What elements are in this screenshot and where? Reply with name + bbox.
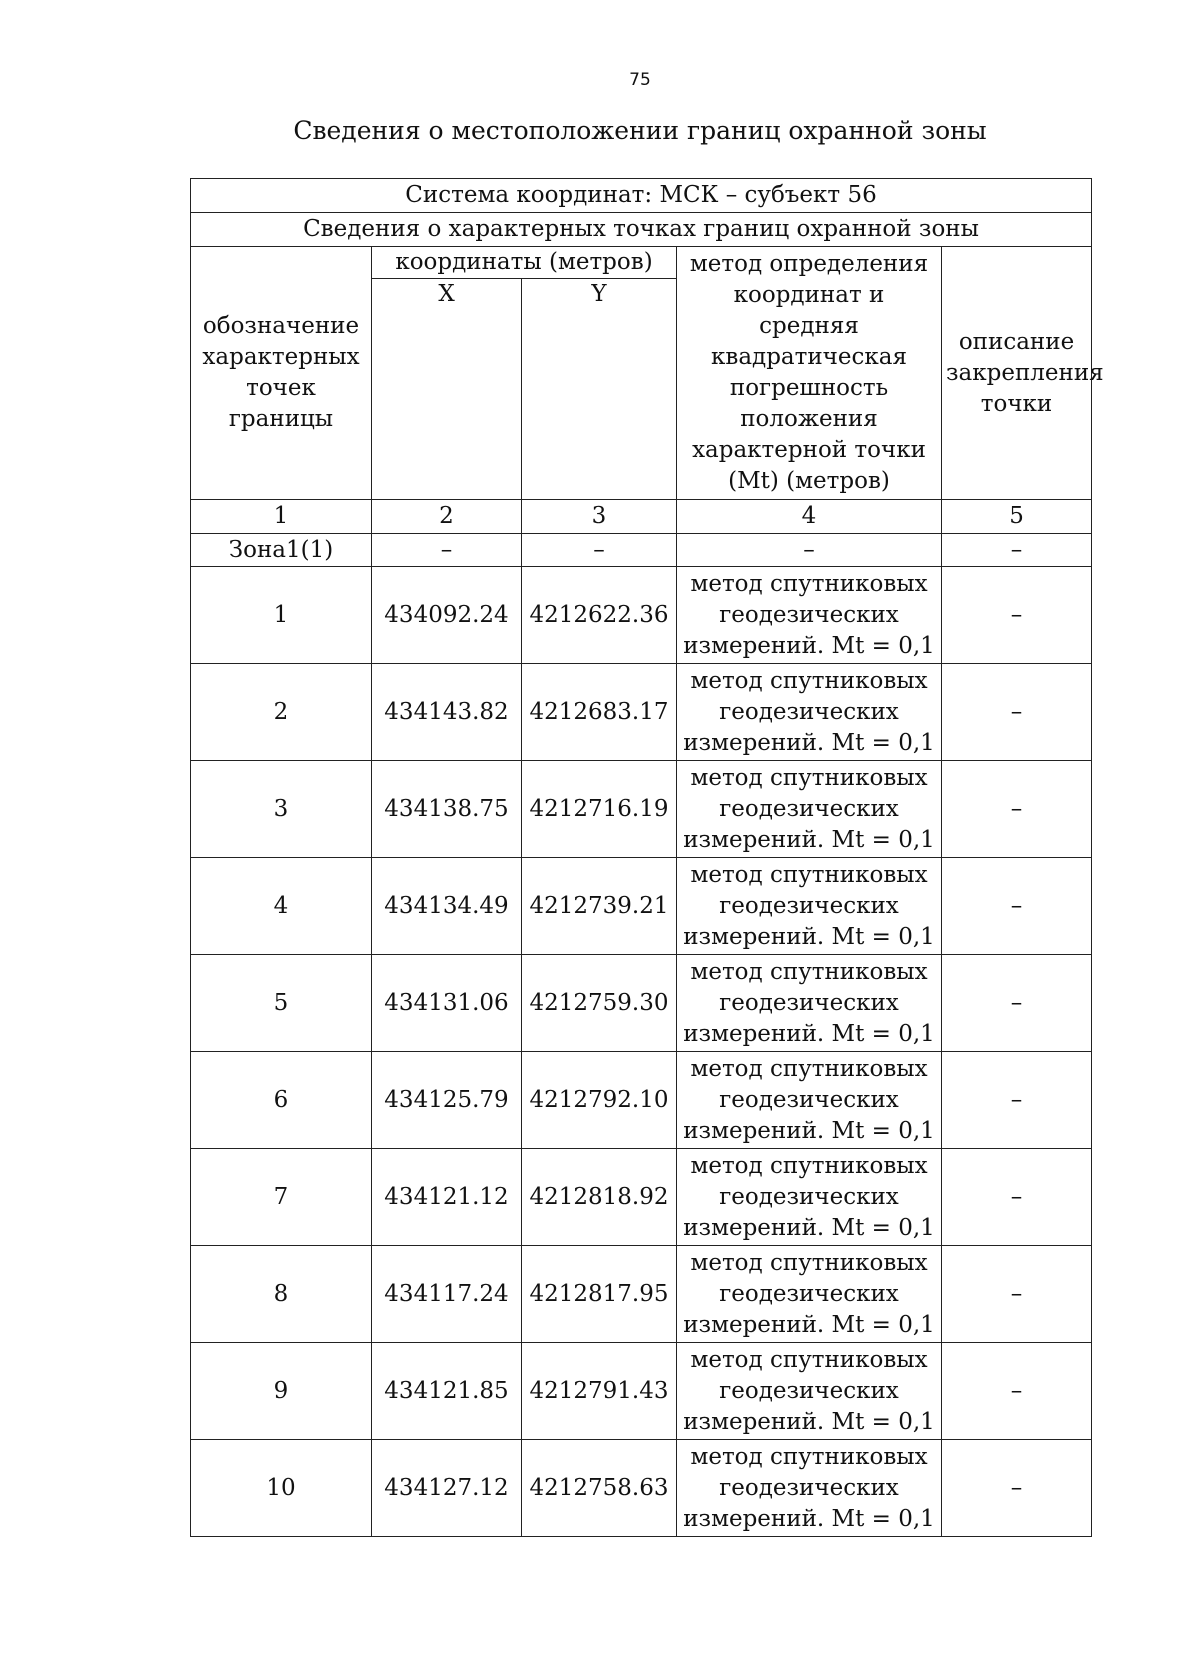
- point-number: 9: [191, 1343, 372, 1440]
- x-coordinate: 434134.49: [372, 858, 522, 955]
- column-number: 2: [372, 500, 522, 534]
- method-text: измерений. Mt = 0,1: [683, 1214, 935, 1241]
- description-cell: –: [942, 1343, 1092, 1440]
- table-row: [191, 1343, 1092, 1440]
- y-header: Y: [522, 279, 677, 500]
- y-coordinate: 4212758.63: [522, 1440, 677, 1537]
- x-coordinate: 434121.12: [372, 1149, 522, 1246]
- table-row: [191, 664, 1092, 761]
- y-coordinate: 4212622.36: [522, 567, 677, 664]
- method-text: геодезических: [719, 1377, 899, 1404]
- zone-label: Зона1(1): [191, 534, 372, 567]
- x-coordinate: 434138.75: [372, 761, 522, 858]
- table-row: [191, 567, 1092, 664]
- method-text: метод спутниковых: [690, 667, 928, 694]
- method-text: геодезических: [719, 795, 899, 822]
- method-text: измерений. Mt = 0,1: [683, 1117, 935, 1144]
- x-coordinate: 434143.82: [372, 664, 522, 761]
- table-row: [191, 761, 1092, 858]
- method-text: геодезических: [719, 1280, 899, 1307]
- x-coordinate: 434117.24: [372, 1246, 522, 1343]
- method-text: метод спутниковых: [690, 1152, 928, 1179]
- description-cell: –: [942, 858, 1092, 955]
- method-text: геодезических: [719, 892, 899, 919]
- zone-cell: –: [942, 534, 1092, 567]
- column-number: 4: [677, 500, 942, 534]
- description-cell: –: [942, 1440, 1092, 1537]
- point-number: 2: [191, 664, 372, 761]
- zone-row: [191, 534, 1092, 567]
- zone-cell: –: [372, 534, 522, 567]
- point-number: 4: [191, 858, 372, 955]
- method-cell: [677, 1440, 942, 1537]
- method-cell: [677, 858, 942, 955]
- page-number: 75: [629, 70, 651, 90]
- coordinates-header: координаты (метров): [372, 247, 677, 279]
- method-text: геодезических: [719, 989, 899, 1016]
- point-number: 3: [191, 761, 372, 858]
- method-text: метод спутниковых: [690, 1249, 928, 1276]
- table-row: [191, 858, 1092, 955]
- method-text: геодезических: [719, 1086, 899, 1113]
- method-header: метод определения координат и средняя квадратическая погрешность положения характерной точки (Mt) (метров): [677, 247, 942, 500]
- zone-cell: –: [677, 534, 942, 567]
- method-text: геодезических: [719, 1183, 899, 1210]
- y-coordinate: 4212792.10: [522, 1052, 677, 1149]
- method-text: измерений. Mt = 0,1: [683, 826, 935, 853]
- method-text: геодезических: [719, 698, 899, 725]
- method-cell: [677, 664, 942, 761]
- table-row: [191, 1246, 1092, 1343]
- page-title: Сведения о местоположении границ охранной зоны: [293, 116, 987, 145]
- method-cell: [677, 1343, 942, 1440]
- method-text: метод спутниковых: [690, 1346, 928, 1373]
- method-text: метод спутниковых: [690, 1443, 928, 1470]
- method-text: метод спутниковых: [690, 764, 928, 791]
- x-coordinate: 434121.85: [372, 1343, 522, 1440]
- table-row: [191, 1440, 1092, 1537]
- method-text: метод спутниковых: [690, 861, 928, 888]
- method-text: геодезических: [719, 1474, 899, 1501]
- description-header: описание закрепления точки: [942, 247, 1092, 500]
- method-cell: [677, 567, 942, 664]
- x-header: X: [372, 279, 522, 500]
- column-number: 5: [942, 500, 1092, 534]
- method-text: измерений. Mt = 0,1: [683, 923, 935, 950]
- designation-header: обозначение характерных точек границы: [191, 247, 372, 500]
- method-text: метод спутниковых: [690, 570, 928, 597]
- method-cell: [677, 1246, 942, 1343]
- table-row: [191, 1052, 1092, 1149]
- method-text: измерений. Mt = 0,1: [683, 1311, 935, 1338]
- y-coordinate: 4212683.17: [522, 664, 677, 761]
- method-text: метод спутниковых: [690, 1055, 928, 1082]
- y-coordinate: 4212817.95: [522, 1246, 677, 1343]
- description-cell: –: [942, 955, 1092, 1052]
- y-coordinate: 4212739.21: [522, 858, 677, 955]
- description-cell: –: [942, 1149, 1092, 1246]
- method-cell: [677, 1149, 942, 1246]
- x-coordinate: 434131.06: [372, 955, 522, 1052]
- method-text: метод спутниковых: [690, 958, 928, 985]
- method-text: измерений. Mt = 0,1: [683, 729, 935, 756]
- point-number: 6: [191, 1052, 372, 1149]
- x-coordinate: 434125.79: [372, 1052, 522, 1149]
- point-number: 1: [191, 567, 372, 664]
- method-cell: [677, 955, 942, 1052]
- description-cell: –: [942, 761, 1092, 858]
- y-coordinate: 4212759.30: [522, 955, 677, 1052]
- coordinate-system-header: Система координат: МСК – субъект 56: [191, 179, 1092, 213]
- description-cell: –: [942, 567, 1092, 664]
- column-number: 1: [191, 500, 372, 534]
- table-row: [191, 955, 1092, 1052]
- description-cell: –: [942, 1246, 1092, 1343]
- points-info-header: Сведения о характерных точках границ охранной зоны: [191, 213, 1092, 247]
- y-coordinate: 4212791.43: [522, 1343, 677, 1440]
- description-cell: –: [942, 1052, 1092, 1149]
- x-coordinate: 434127.12: [372, 1440, 522, 1537]
- x-coordinate: 434092.24: [372, 567, 522, 664]
- method-text: измерений. Mt = 0,1: [683, 1020, 935, 1047]
- description-cell: –: [942, 664, 1092, 761]
- y-coordinate: 4212716.19: [522, 761, 677, 858]
- coordinates-table: [190, 178, 1104, 1537]
- zone-cell: –: [522, 534, 677, 567]
- point-number: 8: [191, 1246, 372, 1343]
- method-text: геодезических: [719, 601, 899, 628]
- point-number: 5: [191, 955, 372, 1052]
- method-text: измерений. Mt = 0,1: [683, 1505, 935, 1532]
- column-number: 3: [522, 500, 677, 534]
- method-cell: [677, 761, 942, 858]
- point-number: 10: [191, 1440, 372, 1537]
- method-text: измерений. Mt = 0,1: [683, 632, 935, 659]
- point-number: 7: [191, 1149, 372, 1246]
- method-cell: [677, 1052, 942, 1149]
- table-row: [191, 1149, 1092, 1246]
- y-coordinate: 4212818.92: [522, 1149, 677, 1246]
- method-text: измерений. Mt = 0,1: [683, 1408, 935, 1435]
